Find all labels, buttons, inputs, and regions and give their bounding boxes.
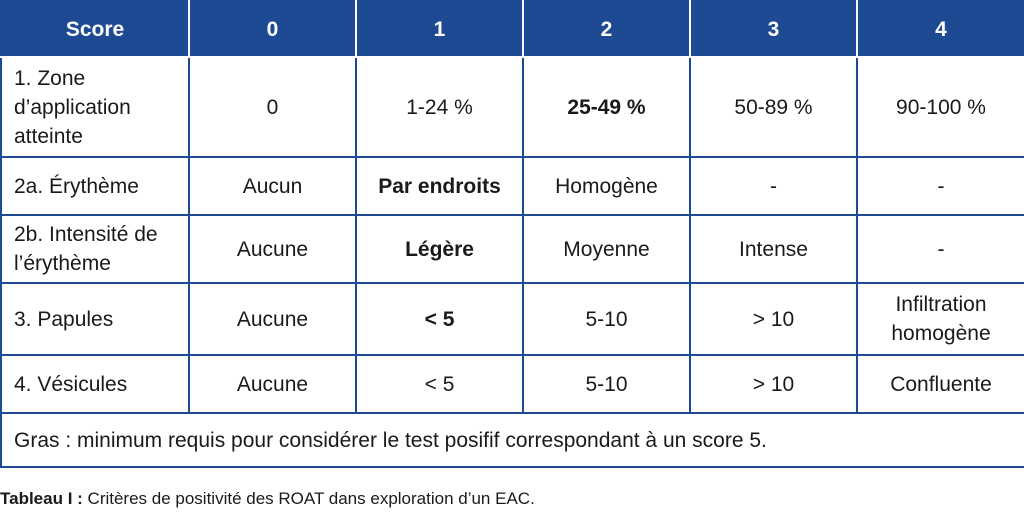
table-cell: < 5 [356,355,523,413]
header-4: 4 [857,1,1024,57]
row-label-zone: 1. Zone d’application atteinte [1,57,189,157]
table-cell: Infiltration homogène [857,283,1024,355]
table-cell: 5-10 [523,355,690,413]
table-cell: Homogène [523,157,690,215]
table-cell: 50-89 % [690,57,857,157]
row-label-vesicules: 4. Vésicules [1,355,189,413]
caption-label: Tableau I : [0,489,83,508]
table-cell: - [857,215,1024,283]
header-1: 1 [356,1,523,57]
table-cell: - [857,157,1024,215]
table-cell: Aucun [189,157,356,215]
header-0: 0 [189,1,356,57]
table-cell: > 10 [690,355,857,413]
header-3: 3 [690,1,857,57]
caption-text: Critères de positivité des ROAT dans exploration d’un EAC. [82,489,535,508]
header-2: 2 [523,1,690,57]
row-label-intensite: 2b. Intensité de l’érythème [1,215,189,283]
note-row [1,413,1024,467]
table-cell: Moyenne [523,215,690,283]
table-row [1,215,1024,283]
row-label-erytheme: 2a. Érythème [1,157,189,215]
table-caption [0,489,535,509]
table-cell: > 10 [690,283,857,355]
table-cell: Intense [690,215,857,283]
table-cell: 5-10 [523,283,690,355]
table-cell: Aucune [189,355,356,413]
table-cell: Confluente [857,355,1024,413]
table-row [1,283,1024,355]
table-cell: Aucune [189,215,356,283]
row-label-papules: 3. Papules [1,283,189,355]
table-cell: 0 [189,57,356,157]
table-cell: 1-24 % [356,57,523,157]
table-cell-bold: < 5 [356,283,523,355]
table-cell-bold: Légère [356,215,523,283]
table-row [1,355,1024,413]
table-cell: 90-100 % [857,57,1024,157]
table-row [1,157,1024,215]
table-note: Gras : minimum requis pour considérer le test posifif correspondant à un score 5. [1,413,1024,467]
header-row [1,1,1024,57]
table-cell: Aucune [189,283,356,355]
table-row [1,57,1024,157]
header-score: Score [1,1,189,57]
table-cell: - [690,157,857,215]
table-cell-bold: 25-49 % [523,57,690,157]
table-cell-bold: Par endroits [356,157,523,215]
